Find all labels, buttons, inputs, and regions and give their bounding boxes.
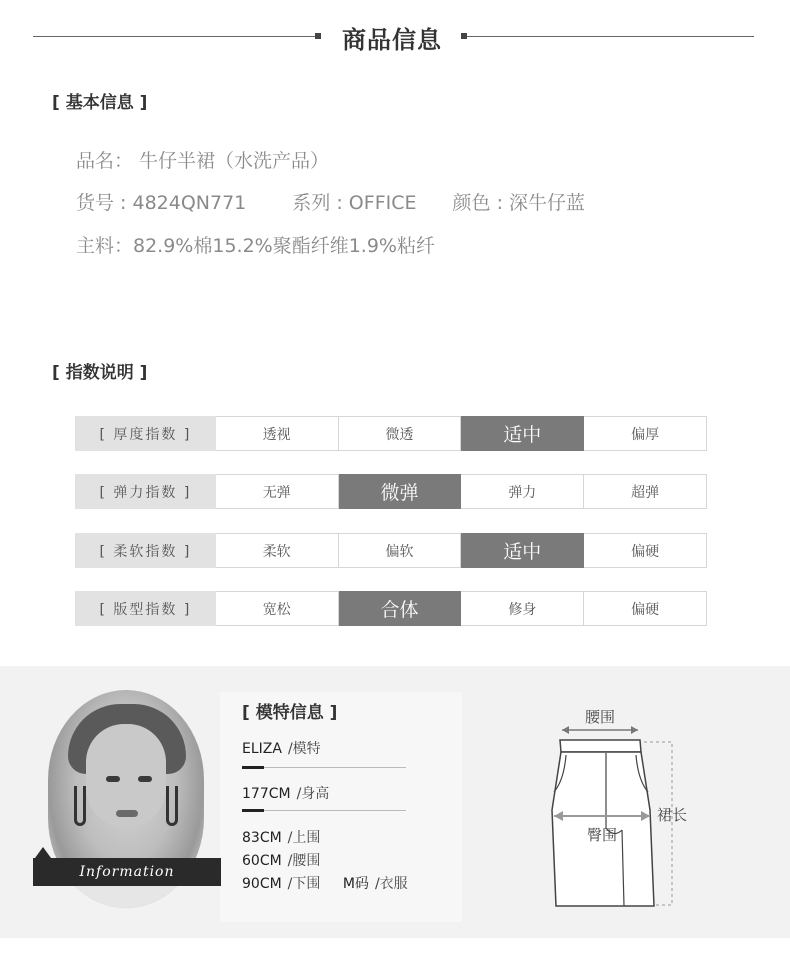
model-name-unit: /模特 [287, 741, 321, 757]
model-hips-unit: /下围 [287, 876, 321, 892]
model-info-title: [ 模特信息 ] [242, 703, 338, 723]
index-row-label: [ 厚度指数 ] [75, 416, 216, 451]
product-name: 品名： 牛仔半裙（水洗产品） [76, 150, 330, 172]
index-option: 弹力 [461, 474, 584, 509]
earring-icon [166, 786, 178, 826]
index-option: 微透 [339, 416, 462, 451]
index-row-label: [ 弹力指数 ] [75, 474, 216, 509]
product-color: 颜色 : 深牛仔蓝 [452, 192, 586, 214]
model-waist-line [242, 850, 320, 870]
index-option: 偏软 [339, 533, 462, 568]
product-attributes [76, 188, 585, 215]
header-square-left [315, 33, 321, 39]
index-row-label: [ 柔软指数 ] [75, 533, 216, 568]
model-name-line [242, 738, 321, 758]
waist-label: 腰围 [585, 708, 616, 726]
model-waist: 60CM [242, 853, 282, 869]
index-option-selected: 适中 [461, 416, 584, 451]
model-hips: 90CM [242, 876, 282, 892]
length-label: 裙长 [657, 806, 688, 824]
index-option: 修身 [461, 591, 584, 626]
divider [242, 810, 406, 811]
page-title: 商品信息 [342, 26, 442, 54]
index-option: 宽松 [216, 591, 339, 626]
banner-corner [35, 847, 51, 858]
model-size: M码 [342, 876, 369, 892]
earring-icon [74, 786, 86, 826]
header-divider-right [467, 36, 754, 37]
header-divider-left [33, 36, 315, 37]
item-number: 货号 : 4824QN771 [76, 192, 247, 214]
page-header [0, 16, 790, 56]
skirt-waistband [560, 740, 641, 752]
basic-info-title: [ 基本信息 ] [52, 93, 148, 113]
index-option: 偏硬 [584, 533, 707, 568]
model-bust: 83CM [242, 830, 282, 846]
divider [242, 767, 406, 768]
index-option-selected: 适中 [461, 533, 584, 568]
index-option: 柔软 [216, 533, 339, 568]
model-size-unit: /衣服 [374, 876, 408, 892]
index-option-selected: 合体 [339, 591, 462, 626]
model-hips-line [242, 873, 408, 893]
index-option: 透视 [216, 416, 339, 451]
model-name: ELIZA [242, 741, 282, 757]
model-bust-line [242, 827, 320, 847]
index-option-selected: 微弹 [339, 474, 462, 509]
product-series: 系列 : OFFICE [292, 192, 417, 214]
index-row-softness [75, 533, 707, 568]
index-option: 超弹 [584, 474, 707, 509]
model-waist-unit: /腰围 [287, 853, 321, 869]
index-row-fit [75, 591, 707, 626]
model-height: 177CM [242, 786, 291, 802]
information-banner: Information [33, 858, 221, 886]
model-height-unit: /身高 [296, 786, 330, 802]
index-option: 偏硬 [584, 591, 707, 626]
index-option: 偏厚 [584, 416, 707, 451]
hip-label: 臀围 [587, 826, 618, 844]
model-height-line [242, 783, 329, 803]
model-bust-unit: /上围 [287, 830, 321, 846]
index-row-thickness [75, 416, 707, 451]
index-row-elasticity [75, 474, 707, 509]
index-title: [ 指数说明 ] [52, 363, 148, 383]
index-row-label: [ 版型指数 ] [75, 591, 216, 626]
product-material: 主料：82.9%棉15.2%聚酯纤维1.9%粘纤 [76, 235, 435, 257]
index-option: 无弹 [216, 474, 339, 509]
